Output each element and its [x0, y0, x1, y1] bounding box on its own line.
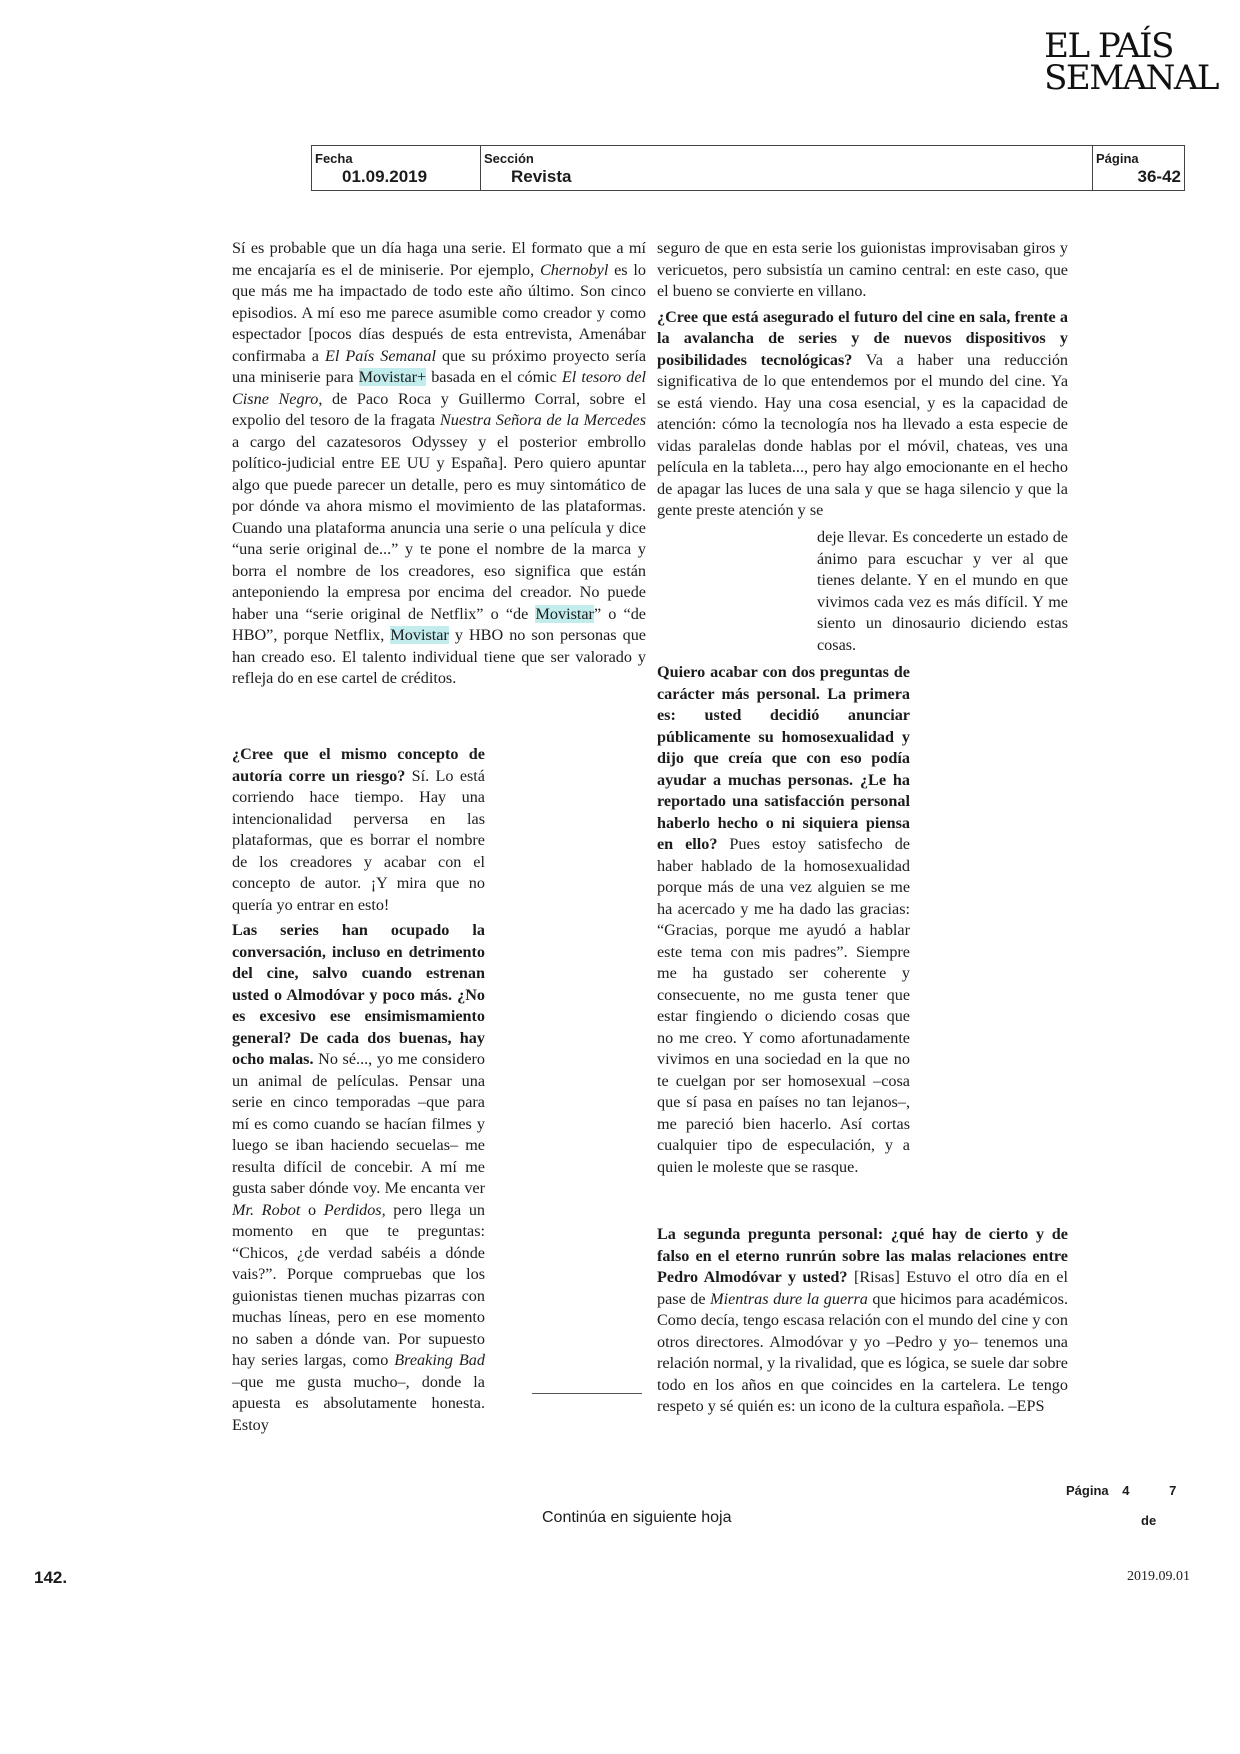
article-paragraph: Sí es probable que un día haga una serie. El formato que a mí me encajaría es el de miniserie. Por ejemplo, Chernobyl es lo que más me ha impactado de todo este año último. Son cinco episodios. A mí eso me parece asumible como creador y como espectador [pocos días después de esta entrevista, Amenábar confirmaba a El País Semanal que su próximo proyecto sería una miniserie para Movistar+ basada en el cómic El tesoro del Cisne Negro, de Paco Roca y Guillermo Corral, sobre el expolio del tesoro de la fragata Nuestra Señora de la Mercedes a cargo del cazatesoros Odyssey y el posterior embrollo político-judicial entre EE UU y España]. Pero quiero apuntar algo que puede parecer un detalle, pero es muy sintomático de por dónde va ahora mismo el movimiento de las plataformas. Cuando una plataforma anuncia una serie o una película y dice “una serie original de...” y te pone el nombre de la marca y borra el nombre de los creadores, eso significa que están anteponiendo la empresa por encima del creador. No puede haber una “serie original de Netflix” o “de Movistar” o “de HBO”, porque Netflix, Movistar y HBO no son personas que han creado eso. El talento individual tiene que ser valorado y refleja do en ese cartel de créditos.: [232, 239, 647, 687]
question-text: ¿Cree que está asegurado el futuro del cine en sala, frente a la avalancha de series y de nuevos dispositivos y posibilidades tecnológicas?: [657, 307, 1068, 369]
footer-page-total: 7: [1169, 1483, 1177, 1498]
fecha-cell: [312, 146, 481, 190]
question-text: La segunda pregunta personal: ¿qué hay de cierto y de falso en el eterno runrún sobre las malas relaciones entre Pedro Almodóvar y usted?: [657, 1225, 1068, 1286]
article-paragraph: La segunda pregunta personal: ¿qué hay de cierto y de falso en el eterno runrún sobre las malas relaciones entre Pedro Almodóvar y usted? [Risas] Estuvo el otro día en el pase de Mientras dure la guerra que hicimos para académicos. Como decía, tengo escasa relación con el mundo del cine y con otros directores. Almodóvar y yo –Pedro y yo– tenemos una relación normal, y la rivalidad, que es lógica, se suele dar sobre todo en los años en que coincides en la cartelera. Le tengo respeto y sé quién es: un icono de la cultura española. –EPS: [657, 1225, 1068, 1415]
pagina-label: Página: [1096, 151, 1139, 166]
seccion-cell: [481, 146, 1093, 190]
article-column-left-top: [232, 238, 646, 694]
seccion-label: Sección: [484, 151, 534, 166]
article-paragraph: Las series han ocupado la conversación, incluso en detrimento del cine, salvo cuando estrenan usted o Almodóvar y poco más. ¿No es excesivo ese ensimismamiento general? De cada dos buenas, hay ocho malas. No sé..., yo me considero un animal de películas. Pensar una serie en cinco temporadas –que para mí es como cuando se hacían filmes y luego se iban haciendo secuelas– me resulta difícil de concebir. A mí me gusta saber dónde voy. Me encanta ver Mr. Robot o Perdidos, pero llega un momento en que te preguntas: “Chicos, ¿de verdad sabéis a dónde vais?”. Porque compruebas que los guionistas tienen muchas pizarras con muchas líneas, pero en ese momento no saben a dónde van. Por supuesto hay series largas, como Breaking Bad –que me gusta mucho–, donde la apuesta es absolutamente honesta. Estoy: [232, 921, 486, 1434]
footer-continue-note: Continúa en siguiente hoja: [542, 1509, 732, 1526]
footer-left-code: 142.: [34, 1568, 68, 1587]
footer-date: 2019.09.01: [1127, 1569, 1190, 1584]
fecha-label: Fecha: [315, 151, 353, 166]
highlight-term: Movistar: [390, 626, 449, 644]
article-column-right-top: [657, 238, 1068, 526]
article-column-left-narrow: [232, 744, 485, 1440]
fecha-value: 01.09.2019: [342, 167, 428, 186]
clipping-header: [311, 145, 1185, 191]
highlight-term: Movistar: [535, 604, 594, 623]
footer-pagination: [1066, 1483, 1176, 1498]
masthead-line1: EL PAÍS: [1044, 26, 1173, 66]
article-paragraph: seguro de que en esta serie los guionistas improvisaban giros y vericuetos, pero subsistía un camino central: en este caso, que el bueno se convierte en villano.: [657, 239, 1068, 300]
footer-page-number: 4: [1122, 1483, 1130, 1498]
footer-de-label: de: [1141, 1513, 1157, 1528]
article-column-right-bottom: [657, 1224, 1068, 1422]
question-text: Quiero acabar con dos preguntas de carácter más personal. La primera es: usted decidió anunciar públicamente su homosexualidad y dijo que creía que con eso podía ayudar a muchas personas. ¿Le ha reportado una satisfacción personal haberlo hecho o ni siquiera piensa en ello?: [657, 663, 910, 853]
masthead-logo: [1044, 26, 1218, 98]
article-paragraph: Quiero acabar con dos preguntas de carácter más personal. La primera es: usted decidió anunciar públicamente su homosexualidad y dijo que creía que con eso podía ayudar a muchas personas. ¿Le ha reportado una satisfacción personal haberlo hecho o ni siquiera piensa en ello? Pues estoy satisfecho de haber hablado de la homosexualidad porque más de una vez alguien se me ha acercado y me ha dado las gracias: “Gracias, porque me ayudó a hablar este tema con mis padres”. Siempre me ha gustado ser coherente y consecuente, no me gusta tener que estar fingiendo o diciendo cosas que no me creo. Y como afortunadamente vivimos en una sociedad en la que no te cuelgan por ser homosexual –cosa que sí pasa en países no tan lejanos–, me pareció bien hacerlo. Así cortas cualquier tipo de especulación, y a quien le moleste que se rasque.: [657, 663, 910, 1176]
article-paragraph: ¿Cree que está asegurado el futuro del cine en sala, frente a la avalancha de series y de nuevos dispositivos y posibilidades tecnológicas? Va a haber una reducción significativa de lo que entendemos por el mundo del cine. Ya se está viendo. Hay una cosa esencial, y es la capacidad de atención: cómo la tecnología nos ha llevado a esta especie de vidas paralelas donde hablas por el móvil, chateas, ves una película en la tableta..., pero hay algo emocionante en el hecho de apagar las luces de una sala y que se haga silencio y que la gente preste atención y se: [657, 307, 1069, 519]
article-column-right-narrow: [657, 662, 910, 1182]
highlight-term: Movistar+: [358, 368, 427, 386]
pagina-cell: [1093, 146, 1184, 190]
divider-line: [532, 1393, 642, 1394]
article-paragraph: ¿Cree que el mismo concepto de autoría corre un riesgo? Sí. Lo está corriendo hace tiempo. Hay una intencionalidad perversa en las plataformas, que es borrar el nombre de los creadores y acabar con el concepto de autor. ¡Y mira que no quería yo entrar en esto!: [232, 745, 485, 914]
article-column-right-indent: [817, 527, 1068, 660]
question-text: ¿Cree que el mismo concepto de autoría corre un riesgo?: [232, 745, 485, 785]
footer-pagina-label: Página: [1066, 1483, 1109, 1498]
pagina-value: 36-42: [1137, 167, 1181, 186]
question-text: Las series han ocupado la conversación, incluso en detrimento del cine, salvo cuando estrenan usted o Almodóvar y poco más. ¿No es excesivo ese ensimismamiento general?: [232, 921, 485, 1047]
article-paragraph: deje llevar. Es concederte un estado de ánimo para escuchar y ver al que tienes delante. Y en el mundo en que vivimos cada vez es más difícil. Y me siento un dinosaurio diciendo estas cosas.: [817, 528, 1068, 654]
masthead-line2: SEMANAL: [1044, 58, 1218, 98]
seccion-value: Revista: [511, 167, 572, 186]
